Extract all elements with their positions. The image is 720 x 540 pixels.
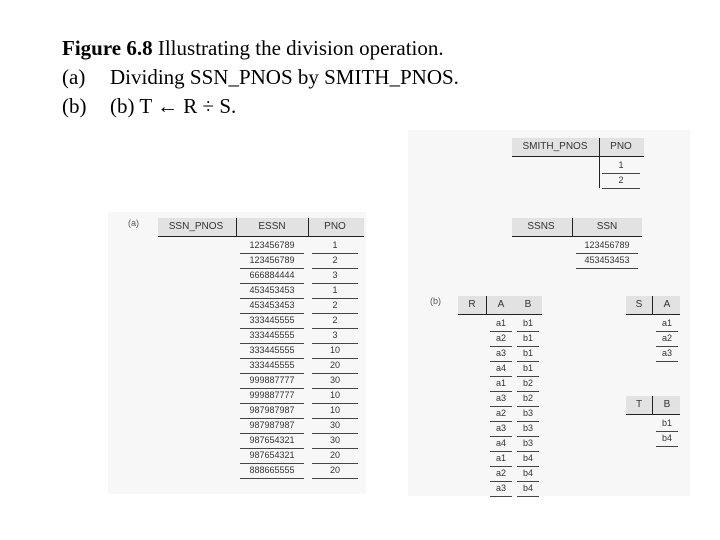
r-cell-2: b4 (522, 468, 533, 478)
ssn-pnos-cell-2: 30 (329, 435, 340, 445)
ssn-pnos-cell-2: 10 (329, 390, 340, 400)
caption-line-b-prefix: (b) (62, 94, 87, 118)
r-cell-1: a3 (495, 393, 506, 403)
ssn-pnos-cell-1: 987654321 (249, 450, 295, 460)
row-rule (490, 496, 512, 497)
t-cell-1: b4 (661, 433, 672, 443)
r-header (458, 296, 542, 315)
essn-column-header: ESSN (258, 221, 286, 232)
ssn-pnos-cell-1: 333445555 (249, 360, 295, 370)
caption-line-a-prefix: (a) (62, 65, 86, 89)
ssn-pnos-cell-1: 987987987 (249, 420, 295, 430)
r-cell-2: b1 (522, 363, 533, 373)
s-cell-1: a3 (661, 348, 672, 358)
s-cell-1: a2 (661, 333, 672, 343)
r-cell-2: b4 (522, 453, 533, 463)
t-divider (652, 396, 653, 415)
ssn-pnos-cell-1: 123456789 (249, 255, 295, 265)
ssn-pnos-header (158, 218, 364, 237)
s-table (626, 296, 680, 360)
r-cell-2: b3 (522, 423, 533, 433)
ssn-pnos-cell-1: 999887777 (249, 390, 295, 400)
ssn-pnos-cell-2: 2 (332, 315, 338, 325)
r-divider (486, 296, 487, 315)
ssn-pnos-cell-1: 123456789 (249, 240, 295, 250)
caption-line-a-text: Dividing SSN_PNOS by SMITH_PNOS. (110, 65, 459, 89)
t-table (626, 396, 680, 446)
r-cell-1: a4 (495, 438, 506, 448)
row-rule (576, 268, 638, 269)
r-cell-1: a1 (495, 453, 506, 463)
ssn-pnos-cell-2: 1 (332, 240, 338, 250)
ssns-relation-name: SSNS (527, 221, 555, 232)
ssn-pnos-cell-1: 333445555 (249, 315, 295, 325)
r-relation-name: R (468, 299, 476, 310)
ssn-pnos-cell-2: 2 (332, 300, 338, 310)
ssns-divider (572, 218, 573, 237)
ssn-pnos-cell-1: 987987987 (249, 405, 295, 415)
r-cell-1: a4 (495, 363, 506, 373)
r-cell-1: a2 (495, 333, 506, 343)
ssn-pnos-cell-2: 3 (332, 330, 338, 340)
r-b-column-header: B (524, 299, 532, 310)
r-cell-2: b2 (522, 378, 533, 388)
ssn-pnos-table (158, 218, 364, 482)
ssn-pnos-cell-2: 30 (329, 375, 340, 385)
r-cell-2: b1 (522, 333, 533, 343)
t-header (626, 396, 680, 415)
r-cell-1: a2 (495, 408, 506, 418)
row-rule (240, 478, 304, 479)
r-cell-2: b1 (522, 348, 533, 358)
ssn-pnos-cell-2: 20 (329, 465, 340, 475)
r-cell-2: b2 (522, 393, 533, 403)
ssn-column-header: SSN (596, 221, 618, 232)
r-cell-2: b1 (522, 318, 533, 328)
smith-pnos-cell-1: 2 (618, 175, 624, 185)
s-divider (652, 296, 653, 315)
pno-column-header: PNO (324, 221, 346, 232)
ssn-pnos-cell-1: 888665555 (249, 465, 295, 475)
ssn-pnos-cell-2: 3 (332, 270, 338, 280)
ssn-pnos-cell-2: 2 (332, 255, 338, 265)
row-rule (656, 446, 678, 447)
ssns-cell-1: 123456789 (584, 240, 630, 250)
ssn-pnos-cell-2: 1 (332, 285, 338, 295)
ssns-cell-1: 453453453 (584, 255, 630, 265)
r-a-column-header: A (497, 299, 505, 310)
row-rule (602, 188, 640, 189)
ssn-pnos-cell-1: 453453453 (249, 300, 295, 310)
s-header (626, 296, 680, 315)
ssn-pnos-cell-2: 20 (329, 450, 340, 460)
t-b-column-header: B (663, 399, 671, 410)
ssn-pnos-relation-name: SSN_PNOS (168, 221, 224, 232)
ssn-pnos-cell-2: 30 (329, 420, 340, 430)
figure-title: Illustrating the division operation. (152, 36, 444, 60)
figure-caption (62, 34, 459, 121)
t-relation-name: T (635, 399, 643, 410)
smith-pnos-relation-name: SMITH_PNOS (522, 141, 588, 152)
ssn-pnos-cell-1: 666884444 (249, 270, 295, 280)
caption-line-a (62, 63, 459, 92)
ssns-table (512, 218, 642, 268)
r-cell-1: a1 (495, 378, 506, 388)
ssn-pnos-cell-1: 999887777 (249, 375, 295, 385)
r-cell-2: b3 (522, 438, 533, 448)
row-rule (517, 496, 539, 497)
caption-line-b-text: (b) T ← R ÷ S. (110, 94, 237, 118)
part-b-tag: (b) (430, 296, 441, 306)
r-cell-1: a3 (495, 423, 506, 433)
ssns-header (512, 218, 642, 237)
smith-pnos-header (512, 138, 644, 157)
part-a-tag: (a) (128, 218, 139, 228)
caption-title-line (62, 34, 459, 63)
ssn-pnos-cell-2: 10 (329, 345, 340, 355)
r-table (458, 296, 542, 496)
smith-pno-column-header: PNO (610, 141, 632, 152)
smith-pnos-table (512, 138, 644, 190)
row-rule (656, 361, 678, 362)
ssn-pnos-cell-1: 333445555 (249, 345, 295, 355)
smith-pnos-cell-1: 1 (618, 160, 624, 170)
ssn-pnos-divider (308, 218, 309, 237)
ssn-pnos-divider (236, 218, 237, 237)
ssn-pnos-cell-1: 333445555 (249, 330, 295, 340)
r-cell-2: b4 (522, 483, 533, 493)
figure-label: Figure 6.8 (62, 36, 153, 60)
ssn-pnos-cell-2: 10 (329, 405, 340, 415)
ssn-pnos-cell-1: 453453453 (249, 285, 295, 295)
s-a-column-header: A (663, 299, 671, 310)
caption-line-b (62, 92, 459, 121)
r-cell-2: b3 (522, 408, 533, 418)
t-cell-1: b1 (661, 418, 672, 428)
r-cell-1: a1 (495, 318, 506, 328)
r-cell-1: a3 (495, 483, 506, 493)
s-cell-1: a1 (661, 318, 672, 328)
ssn-pnos-cell-1: 987654321 (249, 435, 295, 445)
r-cell-1: a2 (495, 468, 506, 478)
r-cell-1: a3 (495, 348, 506, 358)
s-relation-name: S (635, 299, 643, 310)
row-rule (312, 478, 358, 479)
ssn-pnos-cell-2: 20 (329, 360, 340, 370)
